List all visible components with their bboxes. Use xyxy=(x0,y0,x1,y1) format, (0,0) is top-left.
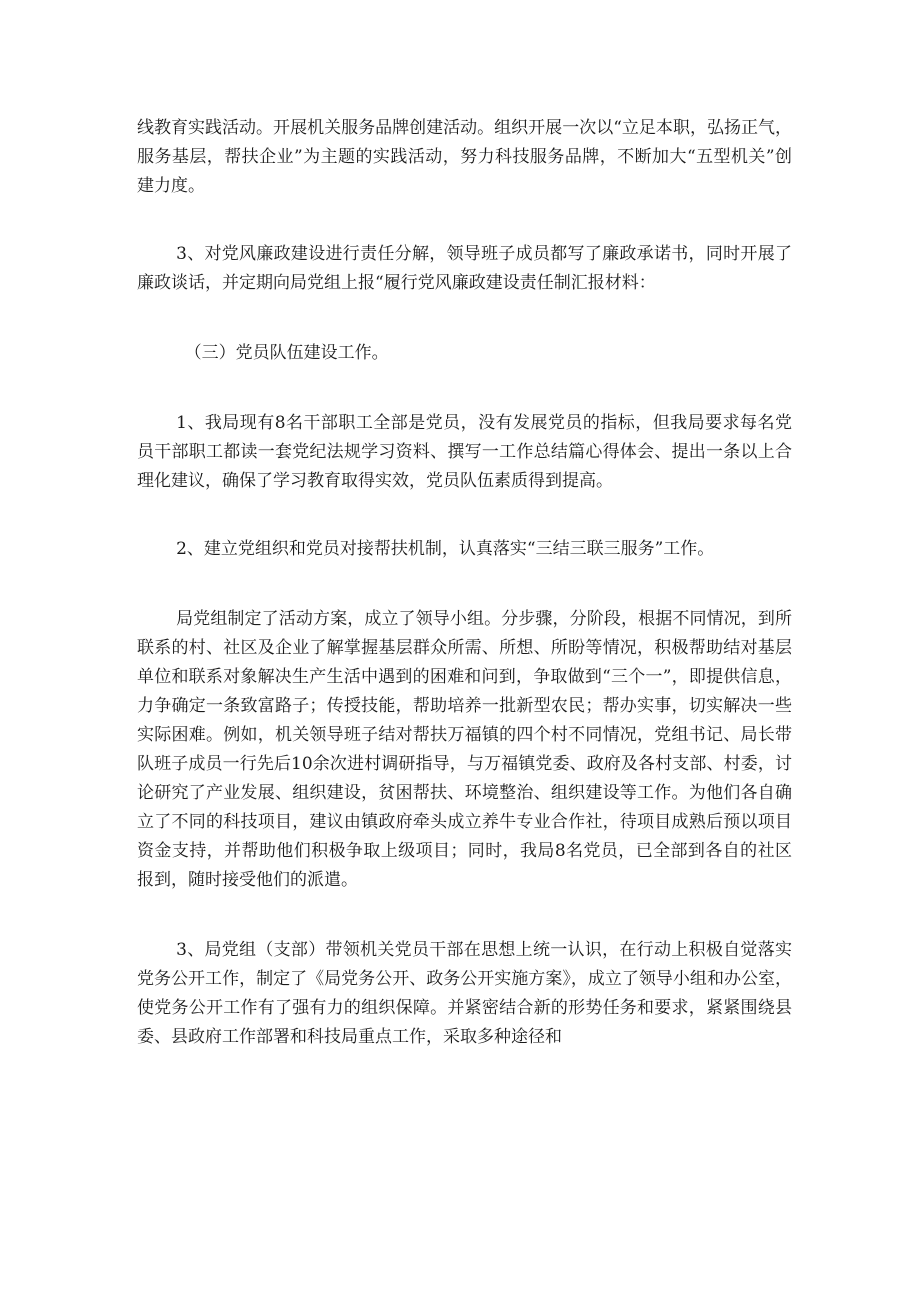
paragraph-members: 1、我局现有8名干部职工全部是党员，没有发展党员的指标，但我局要求每名党员干部职工都读一套党纪法规学习资料、撰写一工作总结篇心得体会、提出一条以上合理化建议，确保了学习教育取得实效，党员队伍素质得到提高。 xyxy=(137,413,792,491)
paragraph-continuation: 线教育实践活动。开展机关服务品牌创建活动。组织开展一次以“立足本职，弘扬正气，服务基层，帮扶企业”为主题的实践活动，努力科技服务品牌，不断加大“五型机关”创建力度。 xyxy=(137,118,792,196)
paragraph-responsibility: 3、对党风廉政建设进行责任分解，领导班子成员都写了廉政承诺书，同时开展了廉政谈话，并定期向局党组上报“履行党风廉政建设责任制汇报材料： xyxy=(137,244,792,293)
paragraph-activity: 局党组制定了活动方案，成立了领导小组。分步骤，分阶段，根据不同情况，到所联系的村、社区及企业了解掌握基层群众所需、所想、所盼等情况，积极帮助结对基层单位和联系对象解决生产生活中遇到的困难和问到，争取做到“三个一”，即提供信息，力争确定一条致富路子；传授技能，帮助培养一批新型农民；帮办实事，切实解决一些实际困难。例如，机关领导班子结对帮扶万福镇的四个村不同情况，党组书记、局长带队班子成员一行先后10余次进村调研指导，与万福镇党委、政府及各村支部、村委，讨论研究了产业发展、组织建设，贫困帮扶、环境整治、组织建设等工作。为他们各自确立了不同的科技项目，建议由镇政府牵头成立养牛专业合作社，待项目成熟后预以项目资金支持，并帮助他们积极争取上级项目；同时，我局8名党员，已全部到各自的社区报到，随时接受他们的派遣。 xyxy=(137,609,792,890)
section-heading: （三）党员队伍建设工作。 xyxy=(184,343,389,363)
paragraph-disclosure: 3、局党组（支部）带领机关党员干部在思想上统一认识，在行动上积极自觉落实党务公开工作，制定了《局党务公开、政务公开实施方案》，成立了领导小组和办公室，使党务公开工作有了强有力的组织保障。并紧密结合新的形势任务和要求，紧紧围绕县委、县政府工作部署和科技局重点工作，采取多种途径和 xyxy=(137,940,792,1047)
paragraph-mechanism: 2、建立党组织和党员对接帮扶机制，认真落实“三结三联三服务”工作。 xyxy=(176,539,715,559)
